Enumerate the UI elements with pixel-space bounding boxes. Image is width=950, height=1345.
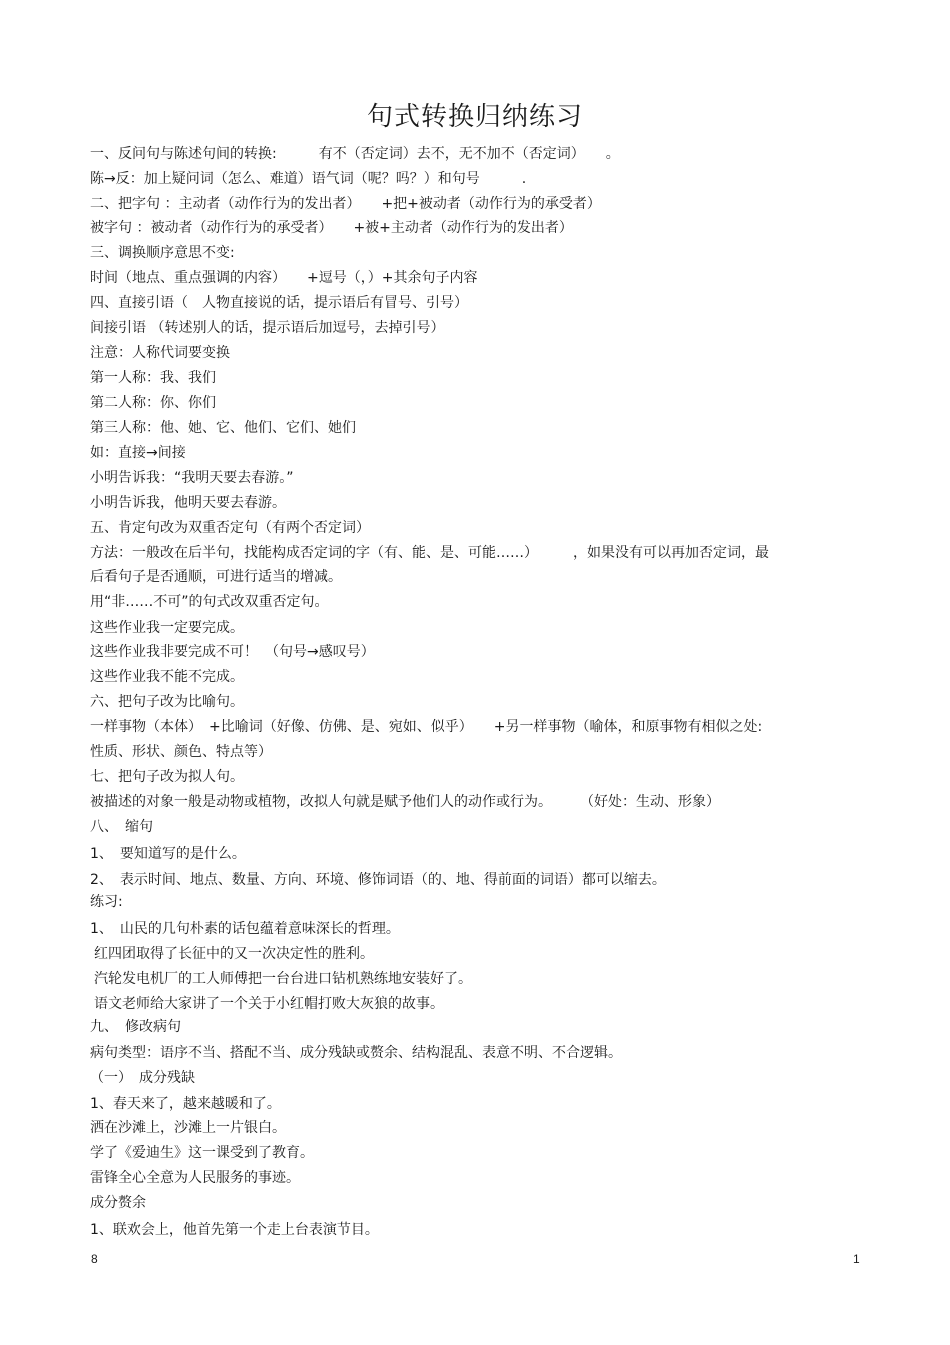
text-line: 成分赘余 xyxy=(90,1195,146,1211)
text-line: 三、调换顺序意思不变: xyxy=(90,245,235,261)
text-line: 八、 缩句 xyxy=(90,819,153,835)
text-line: 红四团取得了长征中的又一次决定性的胜利。 xyxy=(94,946,374,962)
text-line: 第三人称：他、她、它、他们、它们、她们 xyxy=(90,420,356,436)
text-line: 语文老师给大家讲了一个关于小红帽打败大灰狼的故事。 xyxy=(94,996,444,1012)
text-line: 练习: xyxy=(90,894,123,910)
text-line: 雷锋全心全意为人民服务的事迹。 xyxy=(90,1170,300,1186)
text-line: 汽轮发电机厂的工人师傅把一台台进口钻机熟练地安装好了。 xyxy=(94,971,472,987)
text-line: 1、春天来了，越来越暖和了。 xyxy=(90,1096,281,1112)
text-line: 一、反问句与陈述句间的转换: 有不（否定词）去不，无不加不（否定词） 。 xyxy=(90,146,620,162)
text-line: 性质、形状、颜色、特点等） xyxy=(90,744,272,760)
text-line: 被字句 ：被动者（动作行为的承受者） +被+主动者（动作行为的发出者） xyxy=(90,220,573,236)
text-line: 2、 表示时间、地点、数量、方向、环境、修饰词语（的、地、得前面的词语）都可以缩去。 xyxy=(90,872,666,888)
text-line: 1、 山民的几句朴素的话包蕴着意味深长的哲理。 xyxy=(90,921,400,937)
text-line: 四、直接引语（ 人物直接说的话，提示语后有冒号、引号） xyxy=(90,295,468,311)
text-line: 后看句子是否通顺，可进行适当的增减。 xyxy=(90,569,342,585)
page-title: 句式转换归纳练习 xyxy=(366,102,583,132)
page-number: 1 xyxy=(853,1252,860,1266)
text-line: 注意：人称代词要变换 xyxy=(90,345,230,361)
text-line: 七、把句子改为拟人句。 xyxy=(90,769,244,785)
text-line: 被描述的对象一般是动物或植物，改拟人句就是赋予他们人的动作或行为。 （好处：生动、形象） xyxy=(90,794,720,810)
text-line: 方法：一般改在后半句，找能构成否定词的字（有、能、是、可能……） ，如果没有可以再加否定词，最 xyxy=(90,545,769,561)
text-line: 小明告诉我，他明天要去春游。 xyxy=(90,495,286,511)
text-line: 陈→反：加上疑问词（怎么、难道）语气词（呢？吗？）和句号 . xyxy=(90,171,527,187)
text-line: 六、把句子改为比喻句。 xyxy=(90,694,244,710)
text-line: 二、把字句 ：主动者（动作行为的发出者） +把+被动者（动作行为的承受者） xyxy=(90,196,601,212)
text-line: 用“非……不可”的句式改双重否定句。 xyxy=(90,594,329,610)
text-line: 洒在沙滩上，沙滩上一片银白。 xyxy=(90,1120,286,1136)
text-line: 这些作业我不能不完成。 xyxy=(90,669,244,685)
footer-left-number: 8 xyxy=(91,1252,98,1266)
text-line: 学了《爱迪生》这一课受到了教育。 xyxy=(90,1145,314,1161)
text-line: 第二人称：你、你们 xyxy=(90,395,216,411)
text-line: 九、 修改病句 xyxy=(90,1019,181,1035)
text-line: 一样事物（本体） +比喻词（好像、仿佛、是、宛如、似乎） +另一样事物（喻体，和原事物有相似之处: xyxy=(90,719,763,735)
text-line: 间接引语 （转述别人的话，提示语后加逗号，去掉引号） xyxy=(90,320,445,336)
text-line: 这些作业我一定要完成。 xyxy=(90,620,244,636)
text-line: 小明告诉我：“我明天要去春游。” xyxy=(90,470,294,486)
text-line: 第一人称：我、我们 xyxy=(90,370,216,386)
text-line: 1、 要知道写的是什么。 xyxy=(90,846,246,862)
text-line: 病句类型：语序不当、搭配不当、成分残缺或赘余、结构混乱、表意不明、不合逻辑。 xyxy=(90,1045,622,1061)
text-line: 五、肯定句改为双重否定句（有两个否定词） xyxy=(90,520,370,536)
text-line: 如：直接→间接 xyxy=(90,445,186,461)
text-line: 时间（地点、重点强调的内容） +逗号（，）+其余句子内容 xyxy=(90,270,478,286)
text-line: 这些作业我非要完成不可！ （句号→感叹号） xyxy=(90,644,375,660)
text-line: （一） 成分残缺 xyxy=(90,1070,195,1086)
text-line: 1、联欢会上，他首先第一个走上台表演节目。 xyxy=(90,1222,379,1238)
